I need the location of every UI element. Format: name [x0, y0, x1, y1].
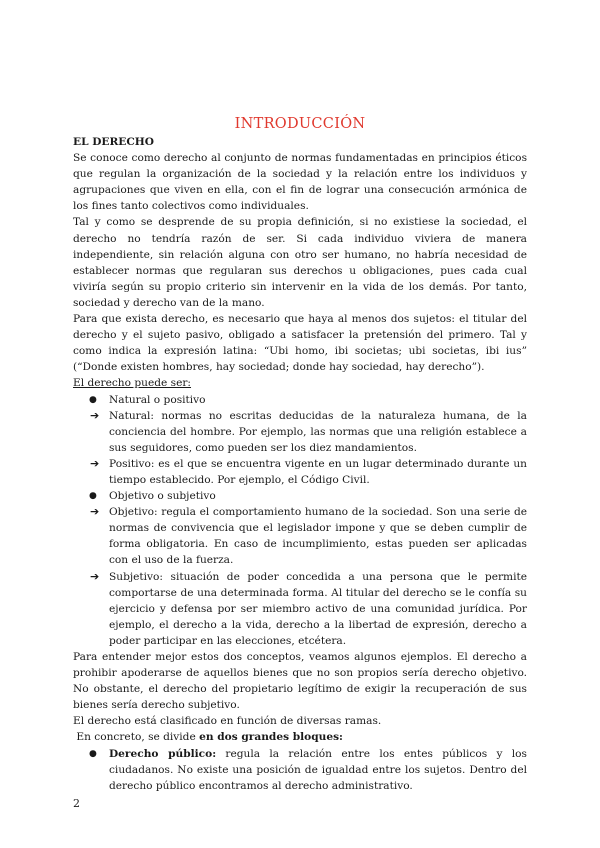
bullet-icon: ● — [89, 394, 97, 405]
blocks-list — [73, 746, 527, 794]
page-title: INTRODUCCIÓN — [234, 116, 366, 132]
list-item: ● Natural o positivo — [73, 392, 527, 408]
types-list — [73, 392, 527, 650]
paragraph-branches: El derecho está clasificado en función de diversas ramas. — [73, 715, 382, 728]
paragraph-society: Tal y como se desprende de su propia definición, si no existiese la sociedad, el derecho no tendría razón de ser. Si cada individuo viviera de manera independiente, sin relación alguna con otro ser humano, no habría necesidad de establecer normas que regularan sus derechos u obligaciones, pues cada cual viviría según su propio criterio sin intervenir en la vida de los demás. Por tanto, sociedad y derecho van de la mano. — [73, 216, 527, 309]
arrow-icon: ➔ — [90, 569, 100, 583]
bullet-icon: ● — [89, 748, 97, 759]
list-item: ● Objetivo o subjetivo — [73, 488, 527, 504]
list-item: ➔ Objetivo: regula el comportamiento humano de la sociedad. Son una serie de normas de convivencia que el legislador impone y que se deben cumplir de forma obligatoria. En caso de incumplimiento, estas pueden ser aplicadas con el uso de la fuerza. — [90, 505, 527, 567]
list-item: ➔ Positivo: es el que se encuentra vigente en un lugar determinado durante un tiempo establecido. Por ejemplo, el Código Civil. — [90, 456, 527, 486]
list-item-public-law: ● Derecho público: regula la relación entre los entes públicos y los ciudadanos. No existe una posición de igualdad entre los sujetos. Dentro del derecho público encontramos al derecho administrativo. — [89, 747, 527, 792]
blocks-emphasis: en dos grandes bloques: — [199, 731, 343, 744]
paragraph-examples: Para entender mejor estos dos conceptos, veamos algunos ejemplos. El derecho a prohibir apoderarse de aquellos bienes que no son propios sería derecho objetivo. No obstante, el derecho del propietario legítimo de exigir la recuperación de sus bienes sería derecho subjetivo. — [73, 651, 527, 712]
arrow-icon: ➔ — [90, 505, 100, 519]
public-law-term: Derecho público: — [109, 747, 217, 760]
paragraph-definition: Se conoce como derecho al conjunto de normas fundamentadas en principios éticos que regulan la organización de la sociedad y la relación entre los individuos y agrupaciones que viven en ella, con el fin de lograr una consecución armónica de los fines tanto colectivos como individuales. — [73, 152, 527, 213]
paragraph-blocks: En concreto, se divide en dos grandes bloques: — [73, 731, 343, 744]
list-item: ➔ Subjetivo: situación de poder concedida a una persona que le permite comportarse de una determinada forma. Al titular del derecho se le confía su ejercicio y defensa por ser miembro activo de una comunidad jurídica. Por ejemplo, el derecho a la vida, derecho a la libertad de expresión, derecho a poder participar en las elecciones, etcétera. — [90, 569, 527, 647]
bullet-icon: ● — [89, 491, 97, 502]
section-heading: EL DERECHO — [73, 136, 155, 148]
paragraph-subjects: Para que exista derecho, es necesario que haya al menos dos sujetos: el titular del derecho y el sujeto pasivo, obligado a satisfacer la pretensión del primero. Tal y como indica la expresión latina: “Ubi homo, ibi societas; ubi societas, ibi ius” (“Donde existen hombres, hay sociedad; donde hay sociedad, hay derecho”). — [73, 313, 527, 374]
document-body — [73, 134, 527, 794]
types-label: El derecho puede ser: — [73, 377, 192, 390]
arrow-icon: ➔ — [90, 408, 100, 422]
list-item: ➔ Natural: normas no escritas deducidas de la naturaleza humana, de la conciencia del hombre. Por ejemplo, las normas que una religión establece a sus seguidores, como pueden ser los diez mandamientos. — [90, 408, 527, 454]
arrow-icon: ➔ — [90, 456, 100, 470]
page-number: 2 — [73, 797, 80, 810]
